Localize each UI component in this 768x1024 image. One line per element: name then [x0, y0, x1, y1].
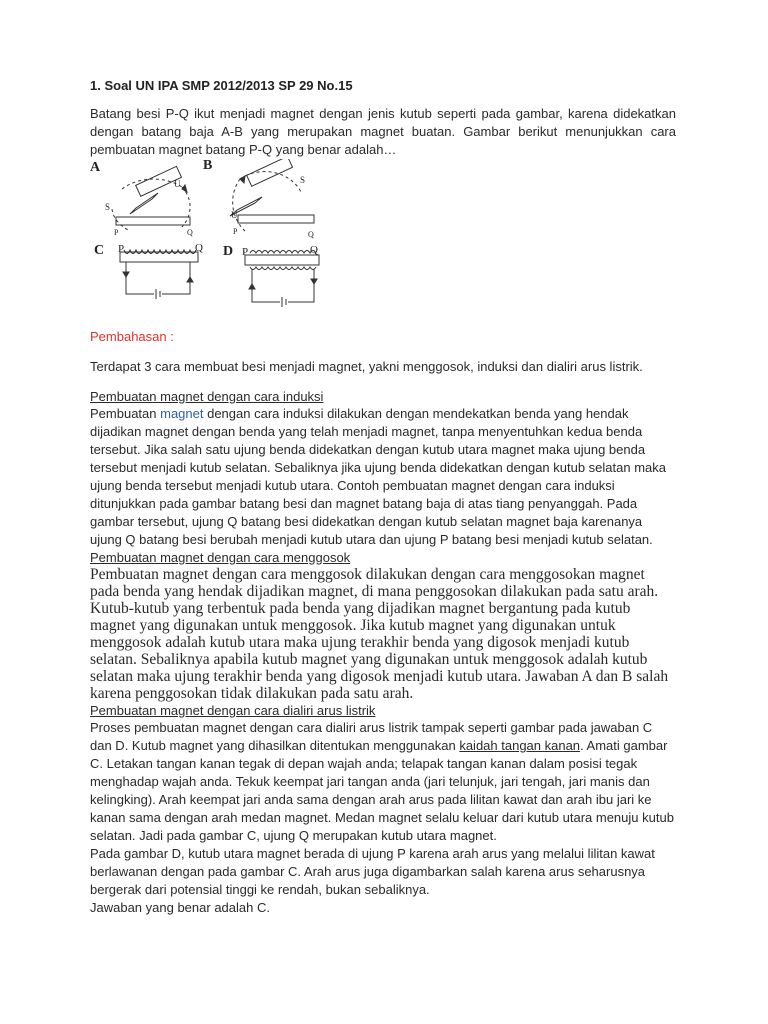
intro-paragraph: Terdapat 3 cara membuat besi menjadi magnet, yakni menggosok, induksi dan dialiri arus listrik. — [90, 359, 643, 374]
label-u-b: U — [231, 210, 238, 220]
label-p-b: P — [233, 227, 238, 236]
heading-arus-listrik: Pembuatan magnet dengan cara dialiri arus listrik — [90, 703, 376, 718]
paragraph-arus-2: Pada gambar D, kutub utara magnet berada di ujung P karena arah arus yang melalui lilitan kawat berlawanan dengan pada gambar C. Arah arus juga digambarkan salah karena arus seharusnya bergerak dari potensial tinggi ke rendah, bukan sebaliknya. — [90, 846, 655, 897]
magnet-diagrams — [90, 159, 390, 319]
document-page — [90, 78, 676, 917]
label-p-d: P — [242, 246, 249, 258]
label-p-c: P — [118, 243, 125, 255]
label-d: D — [223, 244, 234, 259]
question-figure — [90, 159, 676, 319]
heading-menggosok: Pembuatan magnet dengan cara menggosok — [90, 550, 351, 565]
question-title: 1. Soal UN IPA SMP 2012/2013 SP 29 No.15 — [90, 78, 353, 93]
label-a: A — [90, 160, 101, 175]
label-s-a: S — [105, 202, 111, 212]
pembahasan-label: Pembahasan : — [90, 329, 174, 344]
question-text: Batang besi P-Q ikut menjadi magnet dengan jenis kutub seperti pada gambar, karena didekatkan dengan batang baja A-B yang merupakan magnet buatan. Gambar berikut menunjukkan cara pembuatan magnet batang P-Q yang benar adalah… — [90, 106, 676, 157]
paragraph-menggosok: Pembuatan magnet dengan cara menggosok dilakukan dengan cara menggosokan magnet pada benda yang hendak dijadikan magnet, di mana penggosokan dilakukan pada satu arah. Kutub-kutub yang terbentuk pada benda yang dijadikan magnet bergantung pada kutub magnet yang digunakan untuk menggosok. Jika kutub magnet yang digunakan untuk menggosok adalah kutub utara maka ujung terakhir benda yang digosok menjadi kutub selatan. Sebaliknya apabila kutub magnet yang digunakan untuk menggosok adalah kutub selatan maka ujung terakhir benda yang digosok menjadi kutub utara. Jawaban A dan B salah karena penggosokan tidak dilakukan pada satu arah. — [90, 566, 669, 702]
answer-line: Jawaban yang benar adalah C. — [90, 900, 270, 915]
label-q-a: Q — [187, 228, 193, 237]
label-b: B — [203, 159, 213, 173]
paragraph-arus-1: Proses pembuatan magnet dengan cara dialiri arus listrik tampak seperti gambar pada jawaban C dan D. Kutub magnet yang dihasilkan ditentukan menggunakan kaidah tangan kanan. Amati gambar C. Letakan tangan kanan tegak di depan wajah anda; telapak tangan kanan dalam posisi tegak menghadap wajah anda. Tekuk keempat jari tangan anda (jari telunjuk, jari tengah, jari manis dan kelingking). Arah keempat jari anda sama dengan arah arus pada lilitan kawat dan arah ibu jari ke kanan sama dengan arah medan magnet. Medan magnet selalu keluar dari kutub utara menuju kutub selatan. Jadi pada gambar C, ujung Q merupakan kutub utara magnet. — [90, 720, 674, 843]
label-p-a: P — [114, 228, 119, 237]
kaidah-tangan-kanan-link[interactable]: kaidah tangan kanan — [459, 738, 581, 753]
label-q-c: Q — [195, 242, 203, 254]
label-q-d: Q — [310, 244, 318, 256]
label-u-a: U — [174, 179, 181, 189]
magnet-link[interactable]: magnet — [160, 406, 204, 421]
label-q-b: Q — [308, 230, 314, 239]
label-c: C — [94, 243, 105, 258]
heading-induksi: Pembuatan magnet dengan cara induksi — [90, 389, 324, 404]
paragraph-induksi: Pembuatan magnet dengan cara induksi dilakukan dengan mendekatkan benda yang hendak dijadikan magnet dengan benda yang telah menjadi magnet, tanpa menyentuhkan kedua benda tersebut. Jika salah satu ujung benda didekatkan dengan kutub utara magnet maka ujung benda tersebut menjadi kutub selatan. Sebaliknya jika ujung benda didekatkan dengan kutub selatan maka ujung benda tersebut menjadi kutub utara. Contoh pembuatan magnet dengan cara induksi ditunjukkan pada gambar batang besi dan magnet batang baja di atas tiang penyanggah. Pada gambar tersebut, ujung Q batang besi didekatkan dengan kutub selatan magnet baja karenanya ujung Q batang besi berubah menjadi kutub utara dan ujung P batang besi menjadi kutub selatan. — [90, 406, 667, 547]
label-s-b: S — [300, 175, 306, 185]
